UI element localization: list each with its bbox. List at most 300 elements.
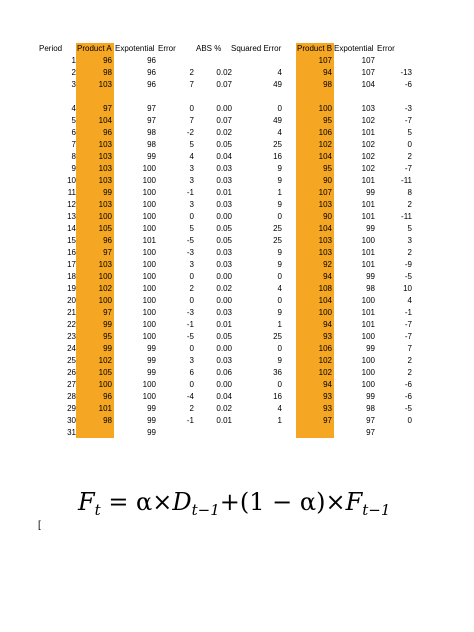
- cell-squared-error: 0: [277, 212, 282, 221]
- table-row: [0, 271, 474, 283]
- table-row: [0, 391, 474, 403]
- cell-error-b: 3: [407, 236, 412, 245]
- cell-period: 18: [67, 272, 76, 281]
- cell-product-a: 104: [98, 116, 112, 125]
- table-row: [0, 211, 474, 223]
- cell-product-a: 102: [98, 284, 112, 293]
- cell-abs-pct: 0.02: [216, 284, 232, 293]
- cell-squared-error: 4: [277, 284, 282, 293]
- cell-abs-pct: 0.03: [216, 308, 232, 317]
- cell-product-a: 103: [98, 176, 112, 185]
- table-row: [0, 247, 474, 259]
- cell-product-a: 100: [98, 272, 112, 281]
- cell-period: 9: [71, 164, 76, 173]
- cell-product-b: 93: [323, 332, 332, 341]
- cell-squared-error: 9: [277, 260, 282, 269]
- cell-period: 13: [67, 212, 76, 221]
- cell-product-a: 96: [103, 128, 112, 137]
- cell-abs-pct: 0.03: [216, 200, 232, 209]
- cell-period: 16: [67, 248, 76, 257]
- cell-expotential-b: 101: [361, 320, 375, 329]
- cell-abs-pct: 0.04: [216, 152, 232, 161]
- cell-error-b: -9: [404, 260, 412, 269]
- cell-product-a: 95: [103, 332, 112, 341]
- cell-error-b: -5: [404, 272, 412, 281]
- cell-product-a: 97: [103, 104, 112, 113]
- cell-period: 11: [67, 188, 76, 197]
- cell-error-b: 5: [407, 128, 412, 137]
- cell-period: 2: [71, 68, 76, 77]
- cell-squared-error: 0: [277, 296, 282, 305]
- cell-product-a: 101: [98, 404, 112, 413]
- cell-product-a: 98: [103, 68, 112, 77]
- cell-error-a: 0: [189, 212, 194, 221]
- cell-product-a: 98: [103, 416, 112, 425]
- cell-expotential-a: 100: [142, 272, 156, 281]
- cell-period: 25: [67, 356, 76, 365]
- cell-expotential-b: 100: [361, 368, 375, 377]
- formula-eq-alpha: = α×: [100, 488, 173, 516]
- table-row: [0, 367, 474, 379]
- cell-squared-error: 9: [277, 164, 282, 173]
- cell-expotential-b: 99: [366, 392, 375, 401]
- cell-expotential-b: 99: [366, 224, 375, 233]
- cell-product-b: 103: [318, 200, 332, 209]
- cell-squared-error: 4: [277, 68, 282, 77]
- table-row: [0, 175, 474, 187]
- cell-product-b: 90: [323, 176, 332, 185]
- cell-abs-pct: 0.03: [216, 164, 232, 173]
- cell-product-b: 92: [323, 260, 332, 269]
- cell-period: 3: [71, 80, 76, 89]
- table-row: [0, 139, 474, 151]
- cell-error-b: 5: [407, 224, 412, 233]
- cell-error-b: 10: [403, 284, 412, 293]
- cell-abs-pct: 0.06: [216, 368, 232, 377]
- cell-product-b: 102: [318, 368, 332, 377]
- cell-expotential-a: 100: [142, 260, 156, 269]
- cell-abs-pct: 0.07: [216, 116, 232, 125]
- cell-product-b: 94: [323, 320, 332, 329]
- cell-expotential-b: 97: [366, 428, 375, 437]
- cell-error-a: -3: [186, 308, 194, 317]
- cell-expotential-b: 101: [361, 200, 375, 209]
- cell-squared-error: 25: [273, 224, 282, 233]
- cell-error-b: -3: [404, 104, 412, 113]
- cell-squared-error: 9: [277, 356, 282, 365]
- cell-expotential-b: 101: [361, 128, 375, 137]
- cell-squared-error: 9: [277, 200, 282, 209]
- cell-squared-error: 4: [277, 404, 282, 413]
- cell-expotential-a: 96: [147, 56, 156, 65]
- cell-error-b: 2: [407, 152, 412, 161]
- cell-error-a: -5: [186, 236, 194, 245]
- cell-squared-error: 0: [277, 104, 282, 113]
- cell-error-b: 7: [407, 344, 412, 353]
- cell-abs-pct: 0.02: [216, 68, 232, 77]
- cell-product-b: 104: [318, 296, 332, 305]
- cell-error-b: 0: [407, 416, 412, 425]
- table-row: [0, 115, 474, 127]
- cell-error-a: -3: [186, 248, 194, 257]
- cell-squared-error: 36: [273, 368, 282, 377]
- cell-error-a: 0: [189, 296, 194, 305]
- cell-squared-error: 4: [277, 128, 282, 137]
- cell-abs-pct: 0.00: [216, 272, 232, 281]
- table-row: [0, 259, 474, 271]
- cell-abs-pct: 0.03: [216, 356, 232, 365]
- cell-abs-pct: 0.03: [216, 176, 232, 185]
- cell-error-b: -1: [404, 308, 412, 317]
- cell-product-b: 104: [318, 152, 332, 161]
- cell-period: 22: [67, 320, 76, 329]
- cell-product-a: 97: [103, 248, 112, 257]
- cell-expotential-b: 102: [361, 116, 375, 125]
- formula-mid: +(1 − α)×: [219, 488, 346, 516]
- cell-expotential-a: 100: [142, 332, 156, 341]
- cell-expotential-b: 99: [366, 272, 375, 281]
- cell-error-a: -1: [186, 320, 194, 329]
- cell-period: 19: [67, 284, 76, 293]
- cell-period: 14: [67, 224, 76, 233]
- cell-error-a: 0: [189, 380, 194, 389]
- cell-product-a: 105: [98, 224, 112, 233]
- cell-error-a: 2: [189, 284, 194, 293]
- cell-product-b: 97: [323, 416, 332, 425]
- cell-period: 6: [71, 128, 76, 137]
- table-row: [0, 319, 474, 331]
- table-row: [0, 283, 474, 295]
- cell-error-a: 0: [189, 272, 194, 281]
- header-period: Period: [39, 44, 63, 53]
- header-abs-pct: ABS %: [196, 44, 222, 53]
- cell-product-b: 100: [318, 308, 332, 317]
- cell-squared-error: 0: [277, 380, 282, 389]
- cell-error-a: 5: [189, 224, 194, 233]
- cell-error-a: 0: [189, 104, 194, 113]
- cell-expotential-b: 99: [366, 188, 375, 197]
- cell-error-a: 3: [189, 200, 194, 209]
- cell-abs-pct: 0.05: [216, 236, 232, 245]
- cell-error-b: -11: [401, 212, 412, 221]
- cell-expotential-b: 100: [361, 332, 375, 341]
- formula-d: D: [172, 488, 192, 516]
- cell-period: 27: [67, 380, 76, 389]
- cell-error-b: -13: [400, 68, 412, 77]
- cell-error-b: -5: [404, 404, 412, 413]
- cell-abs-pct: 0.00: [216, 212, 232, 221]
- cell-squared-error: 9: [277, 176, 282, 185]
- cell-product-a: 100: [98, 380, 112, 389]
- cell-product-b: 100: [318, 104, 332, 113]
- cell-expotential-b: 107: [361, 56, 375, 65]
- table-row: [0, 67, 474, 79]
- cell-expotential-b: 101: [361, 248, 375, 257]
- cell-expotential-a: 96: [147, 80, 156, 89]
- cell-product-b: 90: [323, 212, 332, 221]
- cell-expotential-a: 99: [147, 356, 156, 365]
- cell-expotential-b: 102: [361, 152, 375, 161]
- cell-period: 17: [67, 260, 76, 269]
- table-row: [0, 91, 474, 103]
- cell-error-b: -11: [401, 176, 412, 185]
- header-product-b: Product B: [297, 44, 333, 53]
- cell-expotential-a: 96: [147, 68, 156, 77]
- cell-error-b: -6: [404, 380, 412, 389]
- cell-product-a: 96: [103, 56, 112, 65]
- cell-period: 28: [67, 392, 76, 401]
- cell-abs-pct: 0.01: [216, 416, 232, 425]
- cell-abs-pct: 0.07: [216, 80, 232, 89]
- cell-product-b: 102: [318, 356, 332, 365]
- cell-product-a: 100: [98, 212, 112, 221]
- cell-squared-error: 1: [277, 320, 282, 329]
- table-row: [0, 379, 474, 391]
- cell-abs-pct: 0.05: [216, 224, 232, 233]
- cell-squared-error: 16: [273, 392, 282, 401]
- table-row: [0, 331, 474, 343]
- cell-product-a: 99: [103, 188, 112, 197]
- cell-expotential-b: 103: [361, 104, 375, 113]
- cell-error-a: 2: [189, 404, 194, 413]
- cell-error-b: 8: [407, 188, 412, 197]
- cell-product-b: 106: [318, 128, 332, 137]
- cell-error-a: 2: [189, 68, 194, 77]
- cell-abs-pct: 0.05: [216, 140, 232, 149]
- cell-expotential-b: 100: [361, 236, 375, 245]
- cell-period: 23: [67, 332, 76, 341]
- cell-expotential-b: 102: [361, 140, 375, 149]
- cell-product-b: 102: [318, 140, 332, 149]
- cell-error-b: 0: [407, 140, 412, 149]
- stray-bracket: [: [38, 520, 41, 531]
- cell-product-b: 94: [323, 380, 332, 389]
- cell-product-b: 103: [318, 236, 332, 245]
- cell-product-b: 94: [323, 68, 332, 77]
- cell-period: 4: [71, 104, 76, 113]
- cell-error-b: 2: [407, 248, 412, 257]
- cell-error-b: 2: [407, 356, 412, 365]
- cell-product-a: 105: [98, 368, 112, 377]
- cell-abs-pct: 0.01: [216, 188, 232, 197]
- cell-product-a: 103: [98, 164, 112, 173]
- cell-expotential-b: 100: [361, 380, 375, 389]
- cell-expotential-b: 101: [361, 176, 375, 185]
- cell-product-b: 95: [323, 164, 332, 173]
- cell-error-a: 0: [189, 344, 194, 353]
- cell-expotential-b: 102: [361, 164, 375, 173]
- cell-expotential-a: 97: [147, 104, 156, 113]
- header-row: [0, 43, 474, 55]
- cell-error-b: 2: [407, 368, 412, 377]
- cell-expotential-a: 100: [142, 308, 156, 317]
- cell-expotential-a: 100: [142, 164, 156, 173]
- formula-sub-t-minus-1-b: t−1: [362, 501, 391, 519]
- cell-period: 8: [71, 152, 76, 161]
- cell-error-a: 3: [189, 164, 194, 173]
- cell-expotential-b: 101: [361, 260, 375, 269]
- cell-product-b: 108: [318, 284, 332, 293]
- cell-period: 24: [67, 344, 76, 353]
- cell-expotential-a: 100: [142, 392, 156, 401]
- cell-expotential-a: 100: [142, 320, 156, 329]
- table-row: [0, 187, 474, 199]
- cell-period: 26: [67, 368, 76, 377]
- cell-error-a: 7: [189, 80, 194, 89]
- cell-product-b: 107: [318, 56, 332, 65]
- cell-error-b: -7: [404, 164, 412, 173]
- cell-squared-error: 16: [273, 152, 282, 161]
- cell-expotential-b: 101: [361, 308, 375, 317]
- cell-expotential-b: 97: [366, 416, 375, 425]
- cell-expotential-a: 101: [142, 236, 156, 245]
- formula-f: F: [78, 488, 95, 516]
- table-row: [0, 127, 474, 139]
- cell-abs-pct: 0.04: [216, 392, 232, 401]
- cell-error-a: -1: [186, 416, 194, 425]
- table-row: [0, 55, 474, 67]
- cell-squared-error: 49: [273, 116, 282, 125]
- cell-squared-error: 25: [273, 140, 282, 149]
- cell-expotential-a: 100: [142, 284, 156, 293]
- cell-expotential-a: 98: [147, 128, 156, 137]
- cell-product-b: 93: [323, 392, 332, 401]
- cell-error-a: 7: [189, 116, 194, 125]
- cell-expotential-a: 99: [147, 428, 156, 437]
- cell-product-a: 96: [103, 392, 112, 401]
- cell-expotential-b: 100: [361, 356, 375, 365]
- cell-product-a: 97: [103, 308, 112, 317]
- cell-period: 15: [67, 236, 76, 245]
- cell-product-a: 103: [98, 152, 112, 161]
- header-error-b: Error: [377, 44, 395, 53]
- cell-error-b: -6: [404, 80, 412, 89]
- table-row: [0, 355, 474, 367]
- header-expotential-b: Expotential: [334, 44, 374, 53]
- cell-expotential-b: 98: [366, 284, 375, 293]
- cell-abs-pct: 0.05: [216, 332, 232, 341]
- cell-squared-error: 25: [273, 332, 282, 341]
- cell-abs-pct: 0.02: [216, 128, 232, 137]
- cell-expotential-a: 98: [147, 140, 156, 149]
- cell-error-b: -7: [404, 320, 412, 329]
- cell-period: 10: [67, 176, 76, 185]
- cell-expotential-a: 100: [142, 224, 156, 233]
- header-product-a: Product A: [77, 44, 112, 53]
- cell-expotential-a: 97: [147, 116, 156, 125]
- cell-squared-error: 25: [273, 236, 282, 245]
- cell-error-b: -6: [404, 392, 412, 401]
- cell-expotential-a: 99: [147, 416, 156, 425]
- cell-abs-pct: 0.00: [216, 104, 232, 113]
- cell-product-b: 93: [323, 404, 332, 413]
- cell-error-a: 6: [189, 368, 194, 377]
- cell-error-a: 3: [189, 176, 194, 185]
- cell-squared-error: 0: [277, 344, 282, 353]
- table-row: [0, 235, 474, 247]
- cell-error-b: 4: [407, 296, 412, 305]
- cell-expotential-a: 99: [147, 368, 156, 377]
- table-row: [0, 343, 474, 355]
- cell-expotential-a: 100: [142, 248, 156, 257]
- cell-error-b: -7: [404, 332, 412, 341]
- cell-product-a: 99: [103, 344, 112, 353]
- cell-product-b: 107: [318, 188, 332, 197]
- cell-error-b: -7: [404, 116, 412, 125]
- cell-product-a: 103: [98, 200, 112, 209]
- cell-error-a: -4: [186, 392, 194, 401]
- cell-period: 31: [67, 428, 76, 437]
- formula-sub-t-minus-1: t−1: [191, 501, 220, 519]
- cell-squared-error: 49: [273, 80, 282, 89]
- cell-expotential-a: 100: [142, 188, 156, 197]
- cell-period: 7: [71, 140, 76, 149]
- cell-product-a: 103: [98, 260, 112, 269]
- cell-period: 21: [67, 308, 76, 317]
- exponential-smoothing-formula: [78, 483, 391, 521]
- cell-abs-pct: 0.02: [216, 404, 232, 413]
- table-row: [0, 403, 474, 415]
- cell-product-b: 95: [323, 116, 332, 125]
- cell-error-a: 5: [189, 140, 194, 149]
- header-expotential-a: Expotential: [115, 44, 155, 53]
- cell-error-a: 3: [189, 356, 194, 365]
- cell-period: 20: [67, 296, 76, 305]
- cell-error-b: 2: [407, 200, 412, 209]
- table-row: [0, 199, 474, 211]
- table-row: [0, 151, 474, 163]
- cell-product-b: 106: [318, 344, 332, 353]
- formula-sub-t: t: [94, 501, 101, 519]
- cell-expotential-a: 100: [142, 296, 156, 305]
- table-row: [0, 295, 474, 307]
- formula-f2: F: [345, 488, 363, 516]
- table-row: [0, 415, 474, 427]
- table-row: [0, 79, 474, 91]
- cell-squared-error: 1: [277, 416, 282, 425]
- cell-expotential-a: 100: [142, 176, 156, 185]
- cell-squared-error: 9: [277, 248, 282, 257]
- cell-error-a: -5: [186, 332, 194, 341]
- cell-error-a: -1: [186, 188, 194, 197]
- cell-expotential-a: 100: [142, 200, 156, 209]
- cell-period: 1: [71, 56, 76, 65]
- cell-expotential-b: 104: [361, 80, 375, 89]
- cell-product-a: 102: [98, 356, 112, 365]
- cell-abs-pct: 0.03: [216, 248, 232, 257]
- cell-abs-pct: 0.00: [216, 380, 232, 389]
- cell-expotential-a: 99: [147, 152, 156, 161]
- cell-abs-pct: 0.00: [216, 344, 232, 353]
- cell-period: 12: [67, 200, 76, 209]
- cell-expotential-a: 100: [142, 212, 156, 221]
- cell-abs-pct: 0.01: [216, 320, 232, 329]
- cell-abs-pct: 0.03: [216, 260, 232, 269]
- cell-product-a: 103: [98, 140, 112, 149]
- cell-product-b: 98: [323, 80, 332, 89]
- cell-expotential-a: 99: [147, 344, 156, 353]
- table-row: [0, 163, 474, 175]
- cell-expotential-a: 99: [147, 404, 156, 413]
- table-row: [0, 307, 474, 319]
- cell-expotential-a: 100: [142, 380, 156, 389]
- cell-squared-error: 9: [277, 308, 282, 317]
- cell-expotential-b: 101: [361, 212, 375, 221]
- cell-error-a: 3: [189, 260, 194, 269]
- cell-product-a: 103: [98, 80, 112, 89]
- cell-product-b: 104: [318, 224, 332, 233]
- cell-product-a: 96: [103, 236, 112, 245]
